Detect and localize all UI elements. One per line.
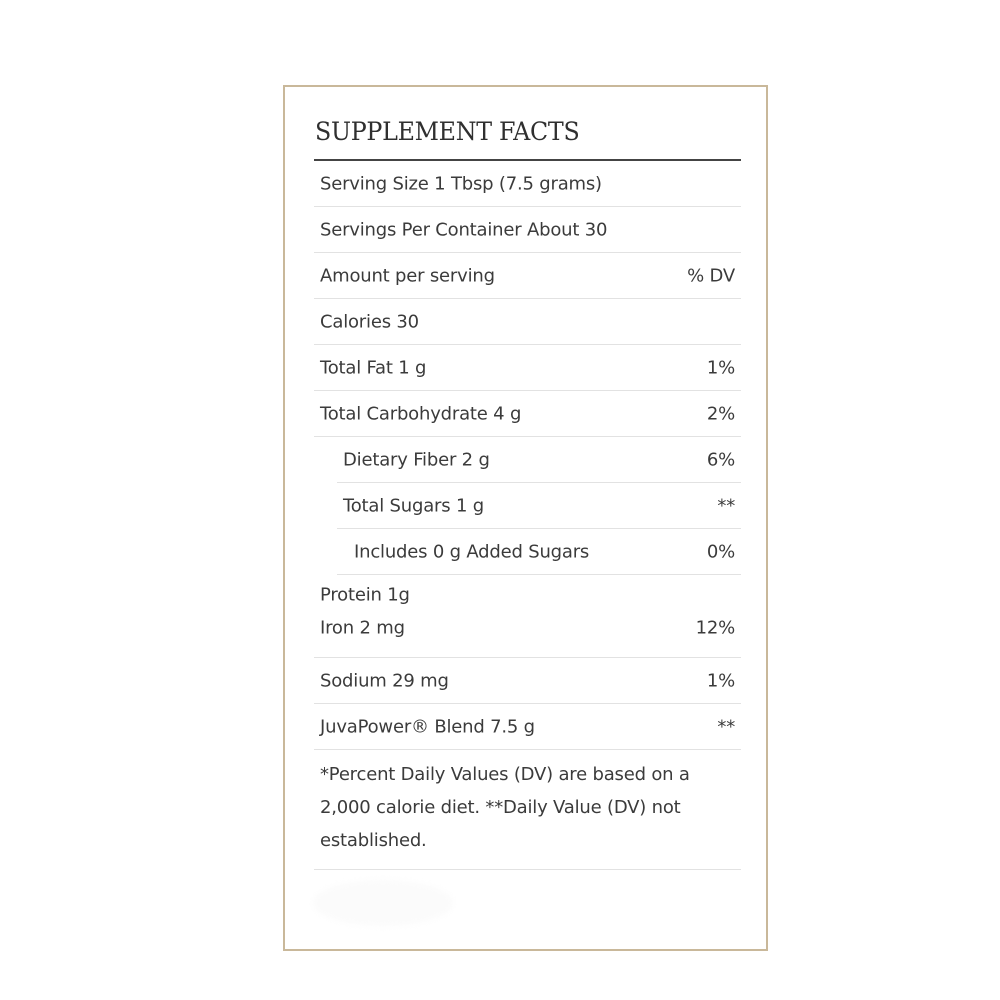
facts-row-serving-size [314,161,741,207]
facts-table [314,161,741,870]
row-label: Amount per serving [320,265,495,286]
facts-row-added-sugars [337,529,741,575]
row-value: ** [717,495,735,516]
facts-row-sodium [314,658,741,704]
row-value: 2% [706,403,735,424]
facts-row-total-fat [314,345,741,391]
facts-row-protein [314,575,741,611]
dv-header: % DV [687,265,735,286]
row-value: 1% [706,670,735,691]
decorative-smudge [313,880,453,926]
row-label: Total Sugars 1 g [343,495,484,516]
row-label: Iron 2 mg [320,617,405,639]
row-label: Total Fat 1 g [320,357,427,378]
row-value: 6% [706,449,735,470]
row-label: Servings Per Container About 30 [320,219,608,240]
row-label: Calories 30 [320,311,419,332]
row-label: Total Carbohydrate 4 g [320,403,522,424]
facts-row-servings-per-container [314,207,741,253]
facts-row-calories [314,299,741,345]
dv-footnote: *Percent Daily Values (DV) are based on a 2,000 calorie diet. **Daily Value (DV) not established. [314,750,741,870]
supplement-facts-panel [283,85,768,951]
row-label: Sodium 29 mg [320,670,449,691]
row-value: 0% [706,541,735,562]
row-value: 12% [695,617,735,639]
row-label: Includes 0 g Added Sugars [354,541,590,562]
row-label: Dietary Fiber 2 g [343,449,490,470]
facts-row-amount-header [314,253,741,299]
panel-title: SUPPLEMENT FACTS [315,117,580,146]
facts-row-juvapower-blend [314,704,741,750]
facts-row-iron [314,611,741,658]
row-label: Protein 1g [320,584,410,606]
row-label: Serving Size 1 Tbsp (7.5 grams) [320,173,602,194]
row-label: JuvaPower® Blend 7.5 g [320,716,535,737]
facts-row-total-sugars [337,483,741,529]
facts-row-dietary-fiber [337,437,741,483]
facts-row-total-carbohydrate [314,391,741,437]
row-value: 1% [706,357,735,378]
row-value: ** [717,716,735,737]
